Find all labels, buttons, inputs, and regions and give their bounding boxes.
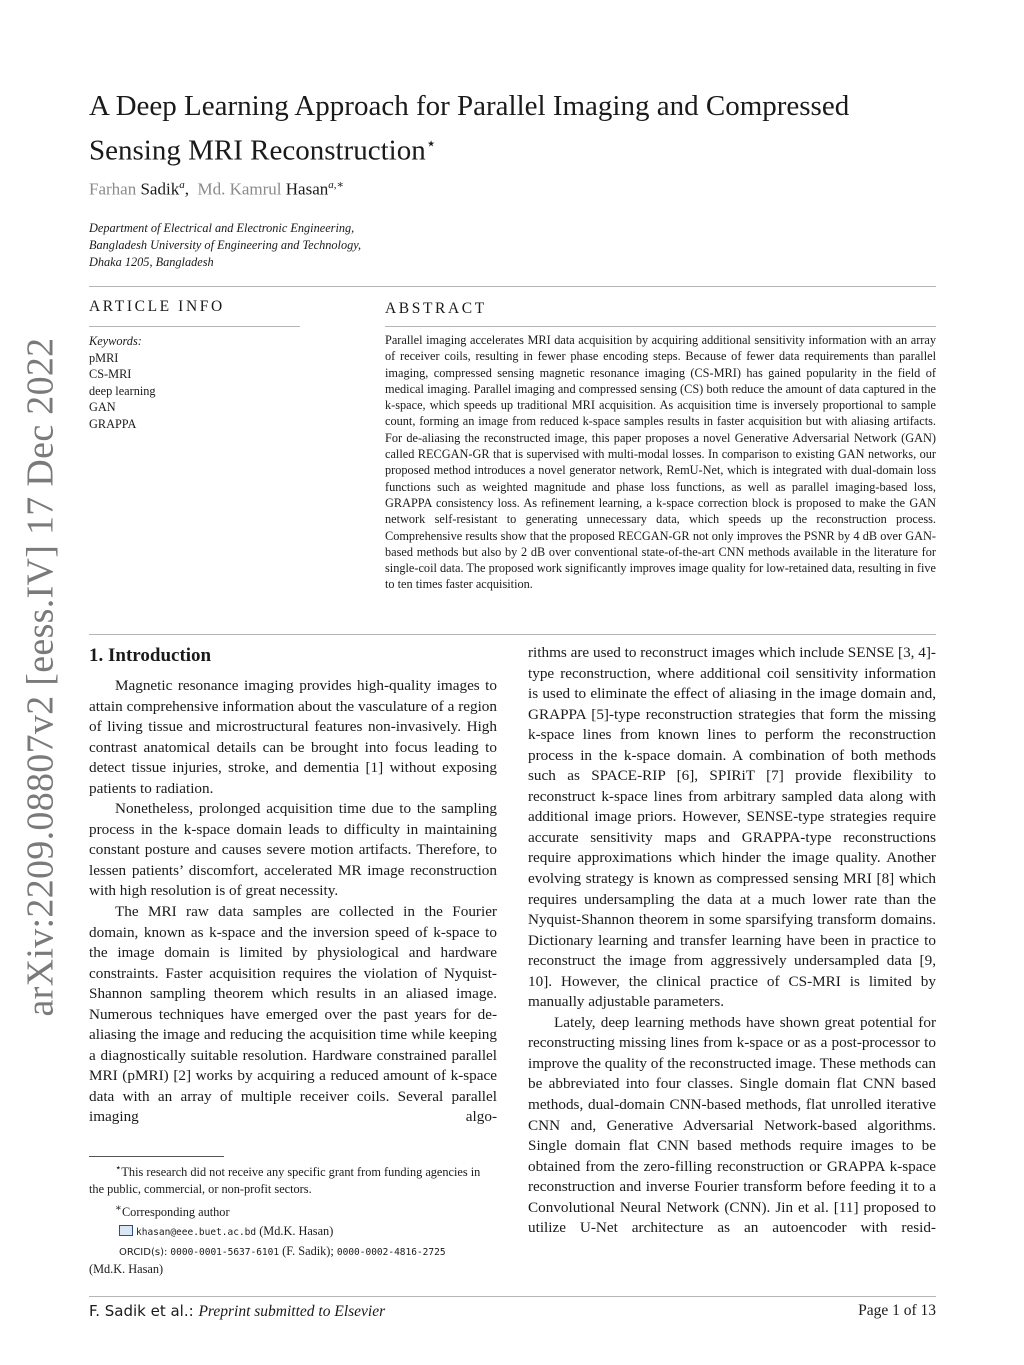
orcid-label: ORCID(s):: [119, 1247, 168, 1259]
affiliation-line: Dhaka 1205, Bangladesh: [89, 255, 214, 269]
intro-paragraph: Magnetic resonance imaging provides high-quality images to attain comprehensive information about the vasculature of a region of living tissue and microstructural features non-invasively. High contrast anatomical details can be brought into focus leading to detect tissue injuries, stroke, and dementia [1] without exposing patients to radiation.: [89, 677, 497, 797]
abstract-divider: [89, 634, 936, 635]
keywords-label: Keywords:: [89, 334, 142, 348]
abstract-rule: [385, 326, 936, 327]
orcid-id[interactable]: 0000-0001-5637-6101: [170, 1247, 280, 1259]
keywords-block: [89, 333, 156, 432]
keyword-item: GAN: [89, 400, 116, 414]
abstract-heading: ABSTRACT: [385, 300, 487, 317]
envelope-icon: [119, 1225, 133, 1236]
arxiv-identifier: arXiv:2209.08807v2 [eess.IV] 17 Dec 2022: [19, 337, 61, 1017]
keyword-item: deep learning: [89, 383, 156, 398]
keyword-item: pMRI: [89, 350, 119, 365]
page-number: Page 1 of 13: [858, 1302, 936, 1319]
footer-preprint-note: Preprint submitted to Elsevier: [198, 1303, 386, 1320]
footnotes: [89, 1160, 497, 1278]
affiliation-line: Bangladesh University of Engineering and Technology,: [89, 238, 362, 252]
affiliation: [89, 220, 361, 271]
title-line-1: A Deep Learning Approach for Parallel Imaging and Compressed: [89, 90, 850, 122]
funding-note: This research did not receive any specific grant from funding agencies in the public, commercial, or non-profit sectors.: [89, 1165, 481, 1197]
author-2-sup: a,∗: [328, 179, 344, 191]
section-heading-introduction: 1. Introduction: [89, 645, 212, 666]
keyword-item: GRAPPA: [89, 416, 137, 431]
footnote-corr-mark: ∗: [115, 1203, 122, 1215]
footer-left: [89, 1302, 385, 1321]
corresponding-note: Corresponding author: [121, 1205, 230, 1220]
abstract-text: Parallel imaging accelerates MRI data acquisition by acquiring additional sensitivity information with an array of receiver coils, resulting in fewer phase encoding steps. Because of fewer data requirements than parallel imaging, compressed sensing magnetic resonance imaging (CS-MRI) has gained popularity in the field of medical imaging. Parallel imaging and compressed sensing (CS) both reduce the amount of data captured in the k-space, which speeds up traditional MRI acquisition. As acquisition time is inversely proportional to sample count, forming an image from reduced k-space samples results in faster acquisition but with aliasing artifacts. For de-aliasing the reconstructed image, this paper proposes a novel Generative Adversarial Network (GAN) called RECGAN-GR that is supervised with multi-modal losses. In comparison to existing GAN networks, our proposed method introduces a novel generator network, RemU-Net, which is integrated with dual-domain loss functions such as weighted magnitude and phase loss functions, as well as parallel imaging-based loss, GRAPPA consistency loss. As refinement learning, a k-space correction block is proposed to make the GAN network self-resistant to generating unnecessary data, which speeds up the reconstruction process. Comprehensive results show that the proposed RECGAN-GR not only improves the PSNR by 4 dB over GAN-based methods but also by 2 dB over conventional state-of-the-art CNN methods available in the literature for single-coil data. The proposed work significantly improves image quality for low-retained data, resulting in five to ten times faster acquisition.: [385, 333, 936, 592]
title-star-mark: ⋆: [425, 134, 437, 153]
title-line-2: Sensing MRI Reconstruction: [89, 134, 426, 167]
orcid-id[interactable]: 0000-0002-4816-2725: [336, 1247, 446, 1259]
article-info-rule: [89, 326, 300, 327]
author-1-first: Farhan: [89, 179, 137, 199]
intro-left-column: [89, 676, 497, 1128]
intro-paragraph: rithms are used to reconstruct images which include SENSE [3, 4]-type reconstruction, where additional coil sensitivity information is used to eliminate the effect of aliasing in the image domain and, GRAPPA [5]-type reconstruction strategies that form the missing k-space lines from known lines to perform the reconstruction process in the k-space domain. A combination of both methods such as SPACE-RIP [6], SPIRiT [7] provide flexibility to reconstruct k-space lines from arbitrary sampled data along with additional image priors. However, SENSE-type strategies require accurate sensitivity maps and GRAPPA-type reconstructions require approximations which hinder the image quality. Another evolving strategy is known as compressed sensing MRI [8] which requires undersampling the data at a much lower rate than the Nyquist-Shannon theorem in some sparsifying transform domains. Dictionary learning and transfer learning have been in practice to reconstruct the image from aggressively undersampled data [9, 10]. However, the clinical practice of CS-MRI is limited by manually adjustable parameters.: [528, 644, 936, 1011]
author-1-sup: a: [179, 179, 185, 191]
author-1-last: Sadik: [140, 179, 180, 199]
arxiv-side-stamp: [19, 337, 61, 1017]
affiliation-line: Department of Electrical and Electronic Engineering,: [89, 221, 355, 235]
header-divider: [89, 286, 936, 287]
orcid-owner: (Md.K. Hasan): [89, 1262, 164, 1277]
footer-rule: [89, 1296, 936, 1297]
intro-paragraph: Lately, deep learning methods have shown great potential for reconstructing missing lines from k-space or as a post-processor to improve the quality of the reconstructed image. These methods can be abbreviated into four classes. Single domain flat CNN based methods, dual-domain CNN-based methods, flat unrolled iterative CNN and, Generative Adversarial Network-based algorithms. Single domain flat CNN based methods require images to be obtained from the zero-filling reconstruction or GRAPPA k-space reconstruction and inverse Fourier transform before feeding it to a Convolutional Neural Network (CNN). Jin et al. [11] proposed to utilize U-Net architecture as an autoencoder with resid-: [528, 1013, 936, 1237]
paper-title: [89, 88, 949, 170]
intro-right-column: [528, 643, 936, 1239]
intro-paragraph: Nonetheless, prolonged acquisition time due to the sampling process in the k-space domain leads to difficulty in maintaining constant posture and causes severe motion artifacts. Therefore, to lessen patients’ discomfort, accelerated MR image reconstruction with high resolution is of great necessity.: [89, 800, 497, 900]
footer-authors: F. Sadik et al.:: [89, 1302, 194, 1320]
intro-paragraph: The MRI raw data samples are collected in the Fourier domain, known as k-space and the inversion speed of k-space to the image domain is limited by physiological and hardware constraints. Faster acquisition requires the violation of Nyquist-Shannon sampling theorem which results in an aliased image. Numerous techniques have emerged over the past years for de-aliasing the image and reducing the acquisition time while keeping a diagnostically suitable resolution. Hardware constrained parallel MRI (pMRI) [2] works by acquiring a reduced amount of k-space data with an array of multiple receiver coils. Several parallel imaging algo-: [89, 903, 497, 1126]
email-address[interactable]: khasan@eee.buet.ac.bd: [136, 1227, 257, 1239]
article-info-heading: ARTICLE INFO: [89, 298, 225, 315]
author-list: Farhan Sadik$^a$, Md. Kamrul Hasan$^{a,∗}$: [89, 179, 344, 199]
author-2-first: Md. Kamrul: [197, 179, 282, 199]
orcid-owner: (F. Sadik);: [282, 1244, 334, 1259]
keyword-item: CS-MRI: [89, 367, 132, 381]
footnote-star-mark: ⋆: [115, 1163, 122, 1174]
author-2-last: Hasan: [285, 179, 329, 199]
footnote-rule: [89, 1156, 224, 1157]
email-owner: (Md.K. Hasan): [259, 1224, 334, 1239]
